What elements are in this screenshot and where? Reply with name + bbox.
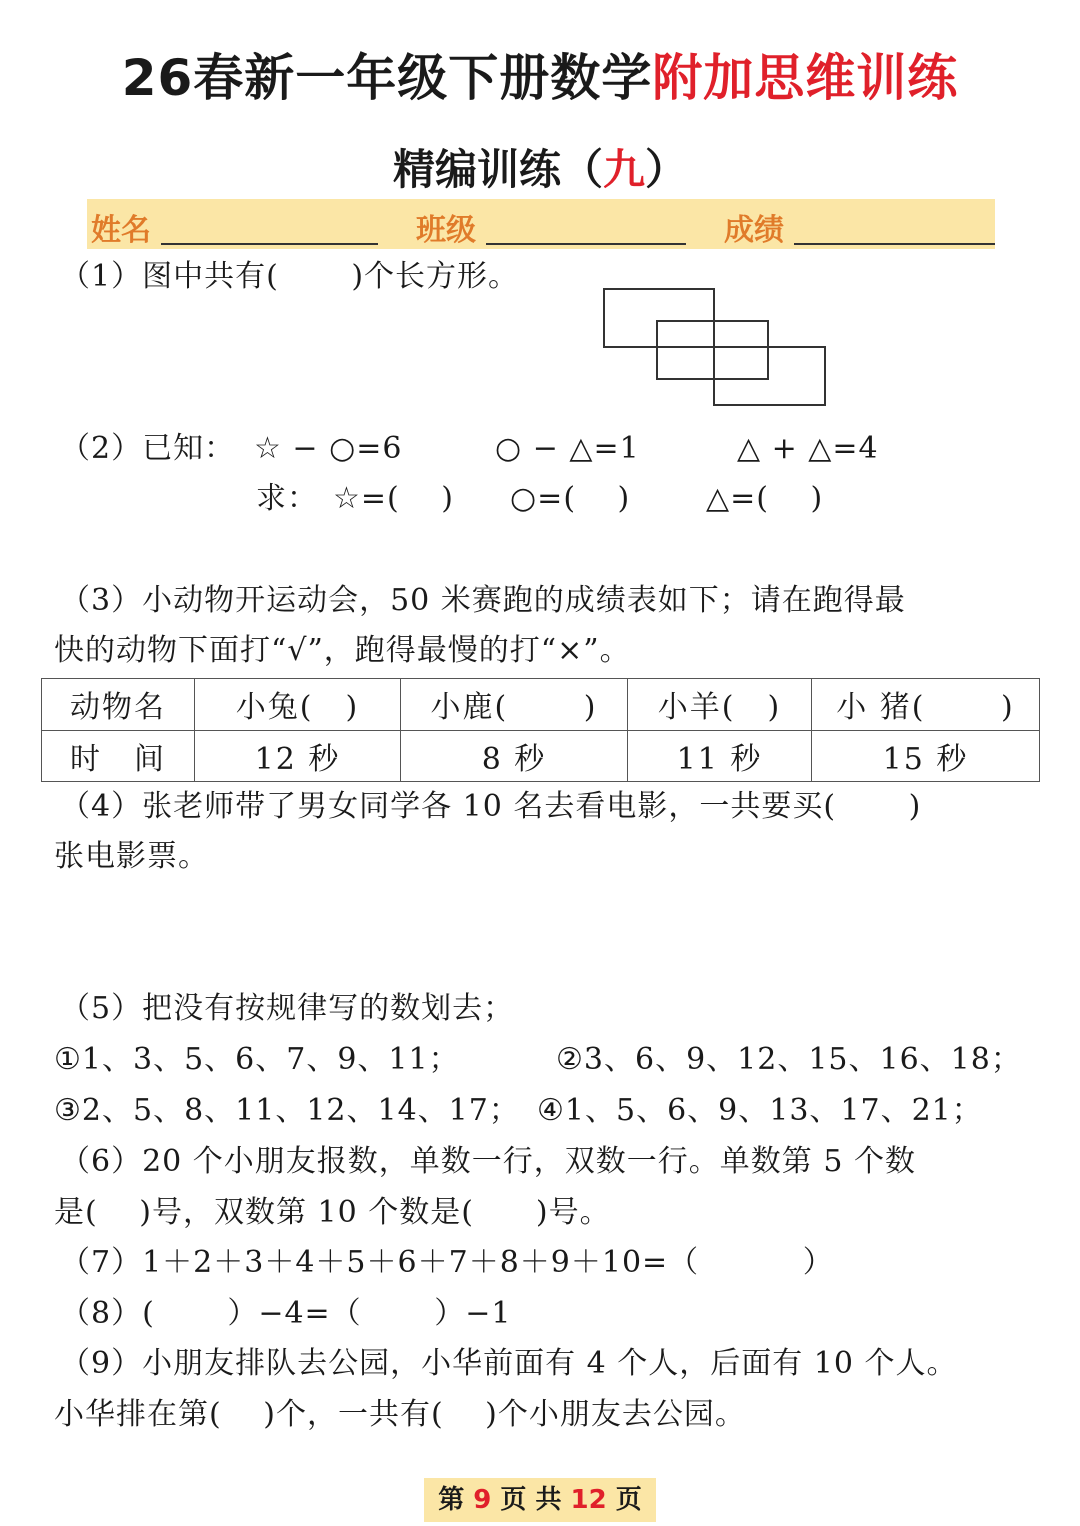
sequence-2: ②3、6、9、12、15、16、18；: [556, 1042, 1022, 1077]
subtitle-post: ）: [645, 145, 688, 194]
class-field[interactable]: [486, 243, 686, 245]
score-label: 成绩: [724, 213, 784, 248]
sequence-3: ③2、5、8、11、12、14、17；: [54, 1093, 520, 1128]
table-cell: 12 秒: [195, 730, 401, 782]
sequence-4: ④1、5、6、9、13、17、21；: [537, 1093, 983, 1128]
table-cell: 小羊( ): [628, 679, 812, 731]
subtitle-number: 九: [602, 145, 645, 194]
student-info-bar: [87, 199, 995, 249]
table-row: [42, 730, 1040, 782]
answer-circle: ○=( ): [510, 481, 631, 516]
page-subtitle: [0, 137, 1080, 197]
question-5: （5）把没有按规律写的数划去；: [60, 991, 515, 1026]
table-cell: 时 间: [42, 730, 195, 782]
answer-triangle: △=( ): [706, 481, 824, 516]
question-4-line-1: （4）张老师带了男女同学各 10 名去看电影，一共要买( ): [60, 789, 922, 824]
equation-1: ☆ − ○=6: [254, 431, 403, 466]
question-8: （8）( ）−4=（ ）−1: [60, 1296, 512, 1331]
table-cell: 11 秒: [628, 730, 812, 782]
race-results-table: [41, 678, 1040, 782]
question-9-line-2: 小华排在第( )个，一共有( )个小朋友去公园。: [54, 1397, 746, 1432]
page-number: [424, 1478, 656, 1522]
question-4-line-2: 张电影票。: [54, 839, 209, 874]
sequence-1: ①1、3、5、6、7、9、11；: [54, 1042, 460, 1077]
current-page: 9: [473, 1485, 492, 1515]
table-cell: 15 秒: [812, 730, 1040, 782]
page-title: [0, 38, 1080, 110]
table-cell: 动物名: [42, 679, 195, 731]
equation-3: △ + △=4: [737, 431, 879, 466]
find-label: 求：: [256, 481, 318, 516]
subtitle-pre: 精编训练（: [392, 145, 603, 194]
table-cell: 小兔( ): [195, 679, 401, 731]
title-main: 26春新一年级下册数学: [121, 49, 653, 107]
table-cell: 小鹿( ): [401, 679, 628, 731]
question-6-line-1: （6）20 个小朋友报数，单数一行，双数一行。单数第 5 个数: [60, 1144, 916, 1179]
answer-star: ☆=( ): [333, 481, 454, 516]
question-3-line-2: 快的动物下面打“√”，跑得最慢的打“×”。: [54, 633, 631, 668]
title-highlight: 附加思维训练: [652, 49, 959, 107]
score-field[interactable]: [794, 243, 995, 245]
rectangle-shape: [713, 346, 826, 406]
page-pre: 第: [438, 1485, 465, 1515]
total-pages: 12: [570, 1485, 607, 1515]
class-label: 班级: [416, 213, 476, 248]
question-2-label: （2）已知：: [60, 431, 236, 466]
name-label: 姓名: [91, 213, 151, 248]
question-1: （1）图中共有( )个长方形。: [60, 259, 520, 294]
page-post: 页: [615, 1485, 642, 1515]
table-header-row: [42, 679, 1040, 731]
question-3-line-1: （3）小动物开运动会，50 米赛跑的成绩表如下；请在跑得最: [60, 583, 906, 618]
table-cell: 小 猪( ): [812, 679, 1040, 731]
question-7: （7）1＋2＋3＋4＋5＋6＋7＋8＋9＋10=（ ）: [60, 1245, 834, 1280]
page-mid: 页 共: [500, 1485, 562, 1515]
table-cell: 8 秒: [401, 730, 628, 782]
name-field[interactable]: [161, 243, 378, 245]
question-9-line-1: （9）小朋友排队去公园，小华前面有 4 个人，后面有 10 个人。: [60, 1346, 958, 1381]
equation-2: ○ − △=1: [495, 431, 640, 466]
question-6-line-2: 是( )号，双数第 10 个数是( )号。: [54, 1195, 611, 1230]
